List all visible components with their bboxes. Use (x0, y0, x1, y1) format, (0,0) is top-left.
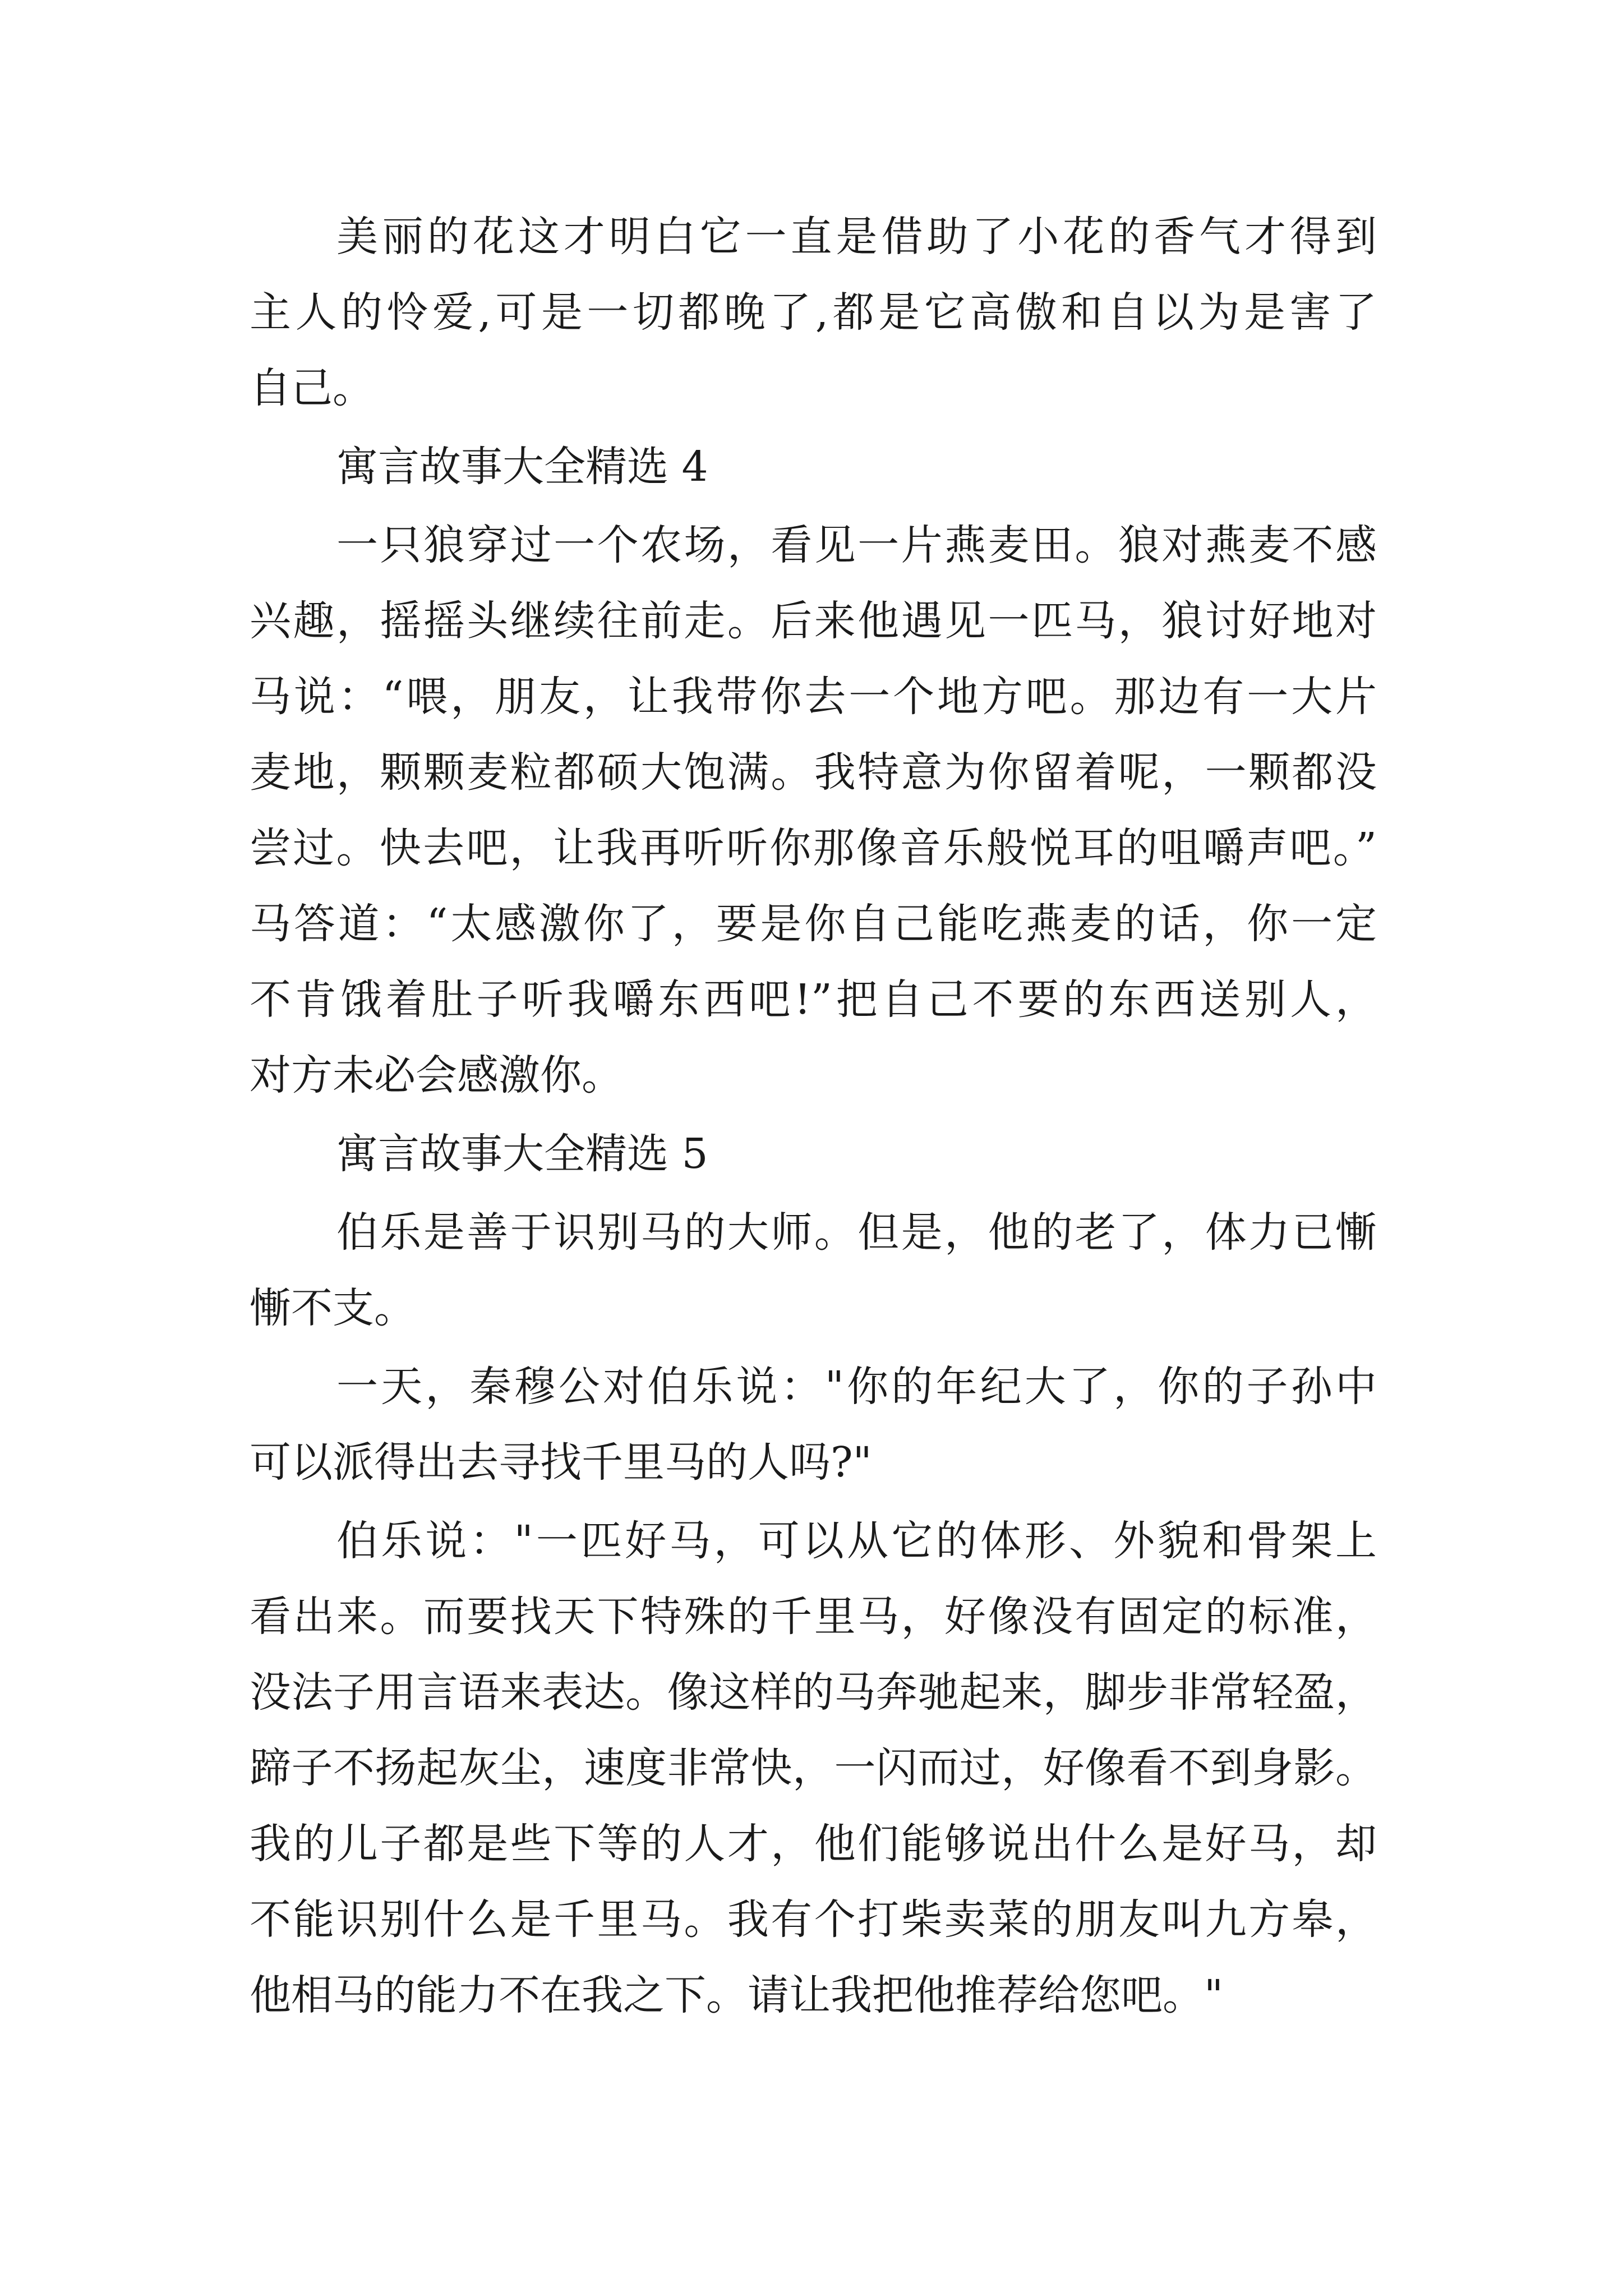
paragraph-line: 麦地，颗颗麦粒都硕大饱满。我特意为你留着呢，一颗都没 (250, 748, 1377, 797)
paragraph-line: 伯乐说："一匹好马，可以从它的体形、外貌和骨架上 (336, 1517, 1377, 1565)
paragraph-line: 尝过。快去吧，让我再听听你那像音乐般悦耳的咀嚼声吧。” (250, 824, 1377, 872)
paragraph-line: 马说：“喂，朋友，让我带你去一个地方吧。那边有一大片 (250, 673, 1377, 721)
paragraph-line: 慚不支。 (250, 1284, 416, 1332)
paragraph-line: 主人的怜爱,可是一切都晚了,都是它高傲和自以为是害了 (250, 288, 1377, 337)
paragraph-line: 一只狼穿过一个农场，看见一片燕麦田。狼对燕麦不感 (336, 521, 1377, 569)
paragraph-line: 蹄子不扬起灰尘，速度非常快，一闪而过，好像看不到身影。 (250, 1744, 1377, 1792)
paragraph-line: 自己。 (250, 364, 374, 412)
paragraph-line: 不肯饿着肚子听我嚼东西吧!”把自己不要的东西送别人， (250, 976, 1377, 1024)
section-heading: 寓言故事大全精选 4 (336, 443, 708, 491)
paragraph-line: 伯乐是善于识别马的大师。但是，他的老了，体力已慚 (336, 1208, 1377, 1257)
paragraph-line: 没法子用言语来表达。像这样的马奔驰起来，脚步非常轻盈， (250, 1668, 1377, 1717)
paragraph-line: 可以派得出去寻找千里马的人吗?" (250, 1438, 872, 1487)
paragraph-line: 看出来。而要找天下特殊的千里马，好像没有固定的标准， (250, 1593, 1377, 1641)
paragraph-line: 我的儿子都是些下等的人才，他们能够说出什么是好马，却 (250, 1820, 1377, 1868)
paragraph-line: 美丽的花这才明白它一直是借助了小花的香气才得到 (336, 213, 1377, 261)
paragraph-line: 一天，秦穆公对伯乐说："你的年纪大了，你的子孙中 (336, 1363, 1377, 1411)
paragraph-line: 兴趣，摇摇头继续往前走。后来他遇见一匹马，狼讨好地对 (250, 597, 1377, 645)
section-heading: 寓言故事大全精选 5 (336, 1130, 708, 1178)
paragraph-line: 不能识别什么是千里马。我有个打柴卖菜的朋友叫九方皋， (250, 1895, 1377, 1944)
paragraph-line: 对方未必会感激你。 (250, 1051, 623, 1099)
paragraph-line: 马答道：“太感激你了，要是你自己能吃燕麦的话，你一定 (250, 900, 1377, 948)
paragraph-line: 他相马的能力不在我之下。请让我把他推荐给您吧。" (250, 1971, 1224, 2019)
